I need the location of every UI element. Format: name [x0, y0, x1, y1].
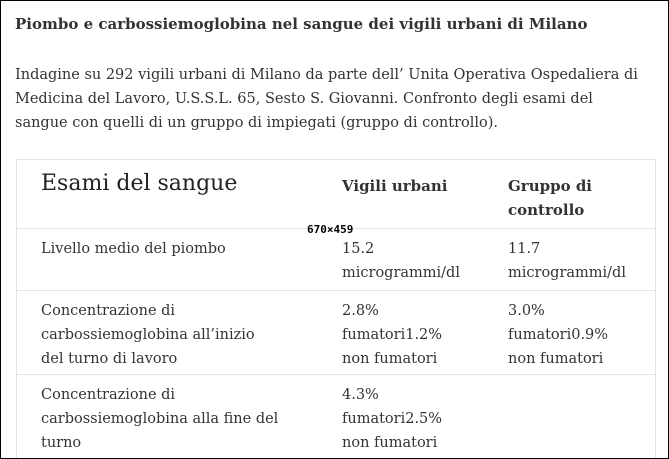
column-header-exam: Esami del sangue: [41, 171, 238, 196]
table-row: [17, 290, 655, 375]
blood-test-table: [16, 159, 656, 459]
row-label-cohb-start: Concentrazione di carbossiemoglobina all’inizio del turno di lavoro: [41, 303, 255, 367]
row-label-piombo: Livello medio del piombo: [41, 241, 226, 257]
column-header-vigili: Vigili urbani: [342, 177, 448, 195]
table-header-row: [17, 160, 655, 228]
controllo-value-cohb-start: 3.0% fumatori0.9% non fumatori: [508, 303, 609, 367]
table-row: [17, 228, 655, 291]
vigili-value-cohb-end: 4.3% fumatori2.5% non fumatori: [342, 387, 443, 451]
vigili-value-piombo: 15.2 microgrammi/dl: [342, 241, 460, 281]
article-heading: Piombo e carbossiemoglobina nel sangue dei vigili urbani di Milano: [15, 15, 588, 33]
dimension-overlay-label: 670×459: [307, 223, 354, 236]
article-intro: Indagine su 292 vigili urbani di Milano da parte dell’ Unita Operativa Ospedaliera di Medicina del Lavoro, U.S.S.L. 65, Sesto S. Giovanni. Confronto degli esami del sangue con quelli di un gruppo di impiegati (gruppo di controllo).: [15, 67, 638, 131]
column-header-controllo: Gruppo di controllo: [508, 177, 593, 219]
controllo-value-piombo: 11.7 microgrammi/dl: [508, 241, 626, 281]
vigili-value-cohb-start: 2.8% fumatori1.2% non fumatori: [342, 303, 443, 367]
table-row: [17, 374, 655, 459]
row-label-cohb-end: Concentrazione di carbossiemoglobina alla fine del turno: [41, 387, 279, 451]
